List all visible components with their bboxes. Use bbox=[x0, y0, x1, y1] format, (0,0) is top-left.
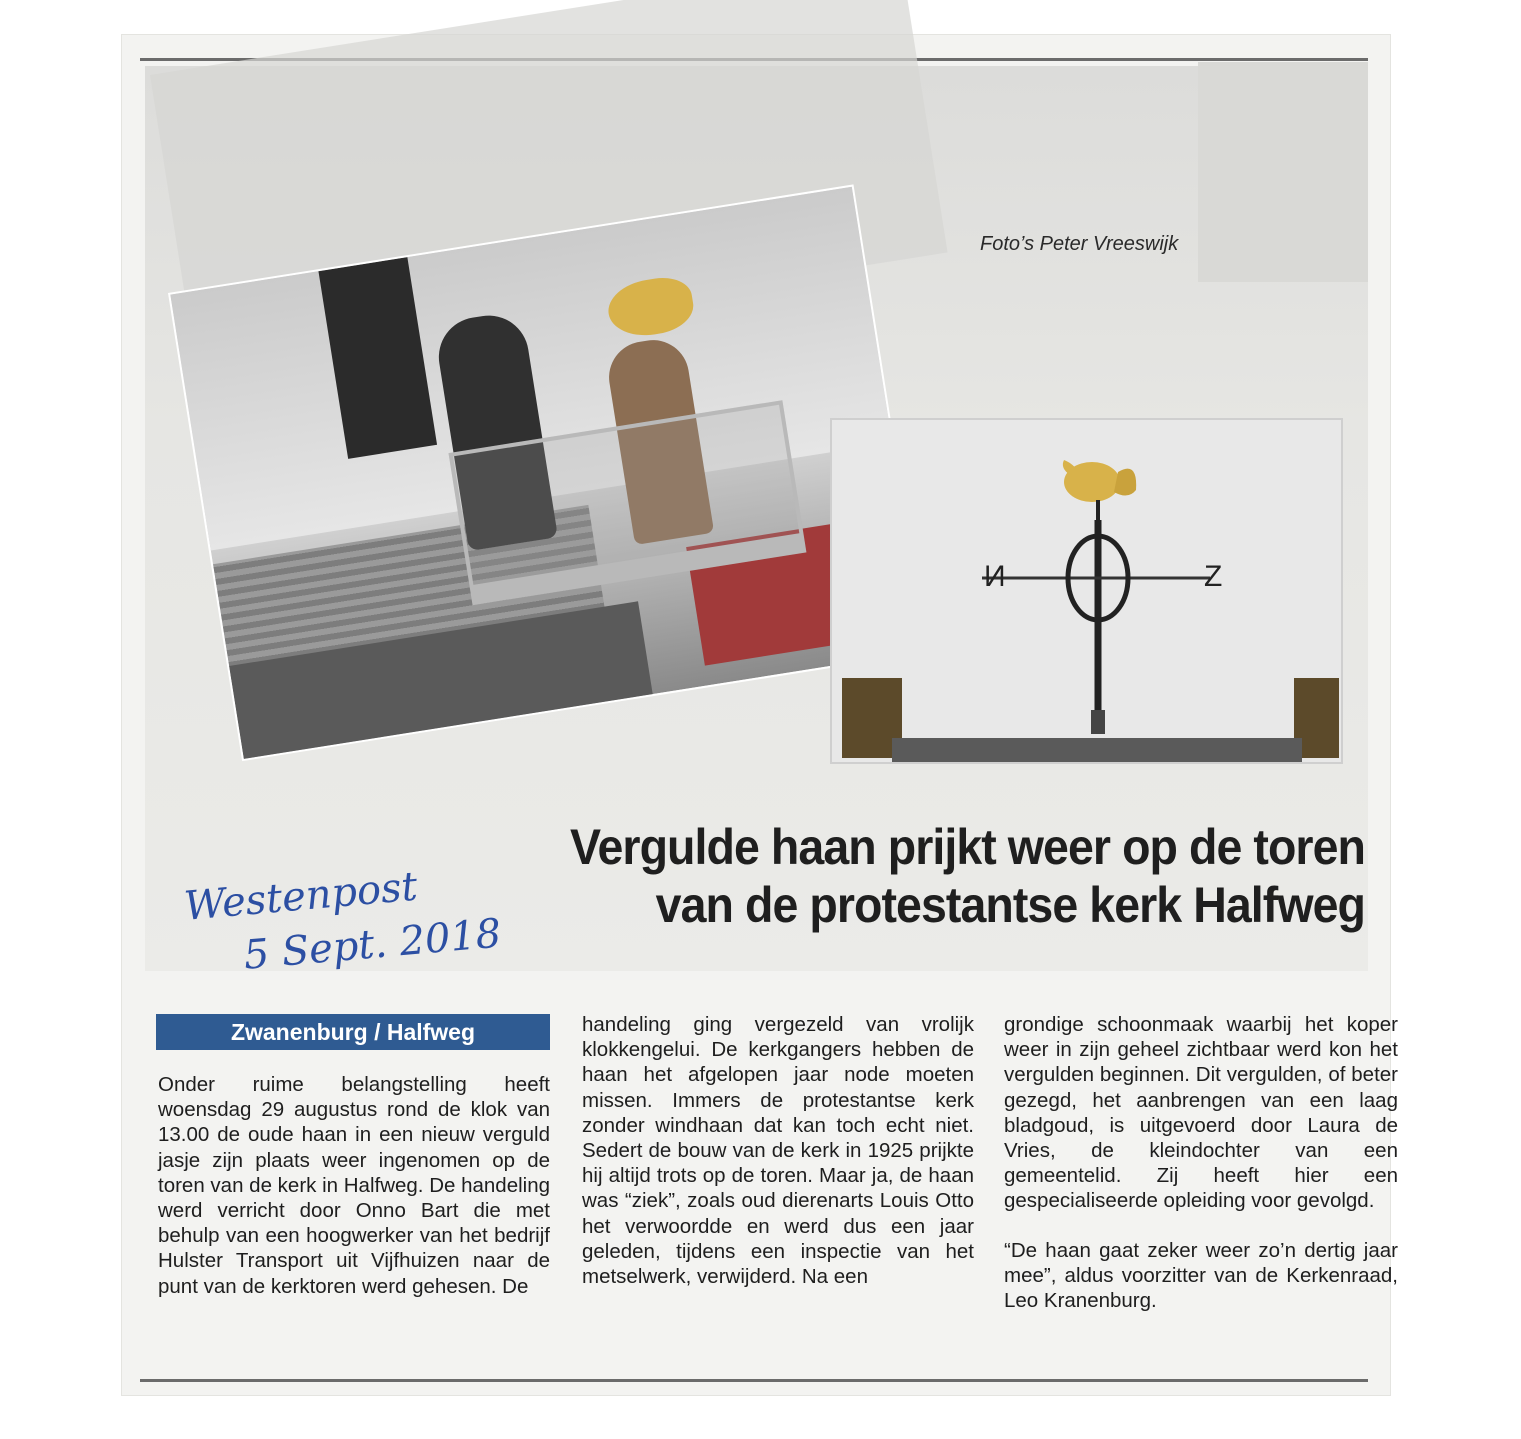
bottom-rule bbox=[140, 1379, 1368, 1382]
weathervane-icon bbox=[832, 420, 1341, 762]
article-column-2 bbox=[582, 1012, 974, 1289]
compass-east-letter: Z bbox=[1204, 560, 1223, 593]
handwritten-date: 5 Sept. 2018 bbox=[241, 910, 504, 979]
compass-west-letter: N bbox=[984, 560, 1006, 593]
photo-weathervane bbox=[830, 418, 1343, 764]
photo-roofline bbox=[892, 738, 1302, 762]
article-headline bbox=[458, 818, 1365, 934]
column-2-text: handeling ging vergezeld van vrolijk klokkengelui. De kerkgangers hebben de haan het afgelopen jaar node moeten missen. Immers de protestantse kerk zonder windhaan dat kan toch echt niet. Sedert de bouw van de kerk in 1925 prijkte hij altijd trots op de toren. Maar ja, de haan was “ziek”, zoals oud dierenarts Louis Otto het verwoordde en werd dus een jaar geleden, tijdens een inspectie van het metselwerk, verwijderd. Na een bbox=[582, 1013, 974, 1289]
article-column-3 bbox=[1004, 1012, 1398, 1313]
column-3-quote: “De haan gaat zeker weer zo’n dertig jaar mee”, aldus voorzitter van de Kerkenraad, Leo Kranenburg. bbox=[1004, 1238, 1398, 1313]
photo-credit: Foto’s Peter Vreeswijk bbox=[980, 233, 1179, 255]
article-column-1 bbox=[158, 1072, 550, 1299]
headline-line-2: van de protestantse kerk Halfweg bbox=[655, 877, 1365, 933]
handwritten-source: Westenpost bbox=[182, 863, 420, 930]
headline-line-1: Vergulde haan prijkt weer op de toren bbox=[569, 819, 1365, 875]
column-1-text: Onder ruime belangstelling heeft woensdag 29 augustus rond de klok van 13.00 de oude haan in een nieuw verguld jasje zijn plaats weer ingenomen op de toren van de kerk in Halfweg. De handeling werd verricht door Onno Bart die met behulp van een hoogwerker van het bedrijf Hulster Transport uit Vijfhuizen naar de punt van de kerktoren werd gehesen. De bbox=[158, 1073, 551, 1298]
bleed-through-corner bbox=[1198, 62, 1368, 282]
section-label: Zwanenburg / Halfweg bbox=[156, 1014, 550, 1050]
column-3-paragraph-1: grondige schoonmaak waarbij het koper weer in zijn geheel zichtbaar werd kon het vergulden beginnen. Dit vergulden, of beter gezegd, het aanbrengen van een laag bladgoud, is uitgevoerd door Laura de Vries, de kleindochter van een gemeentelid. Zij heeft hier een gespecialiseerde opleiding voor gevolgd. bbox=[1004, 1013, 1398, 1213]
